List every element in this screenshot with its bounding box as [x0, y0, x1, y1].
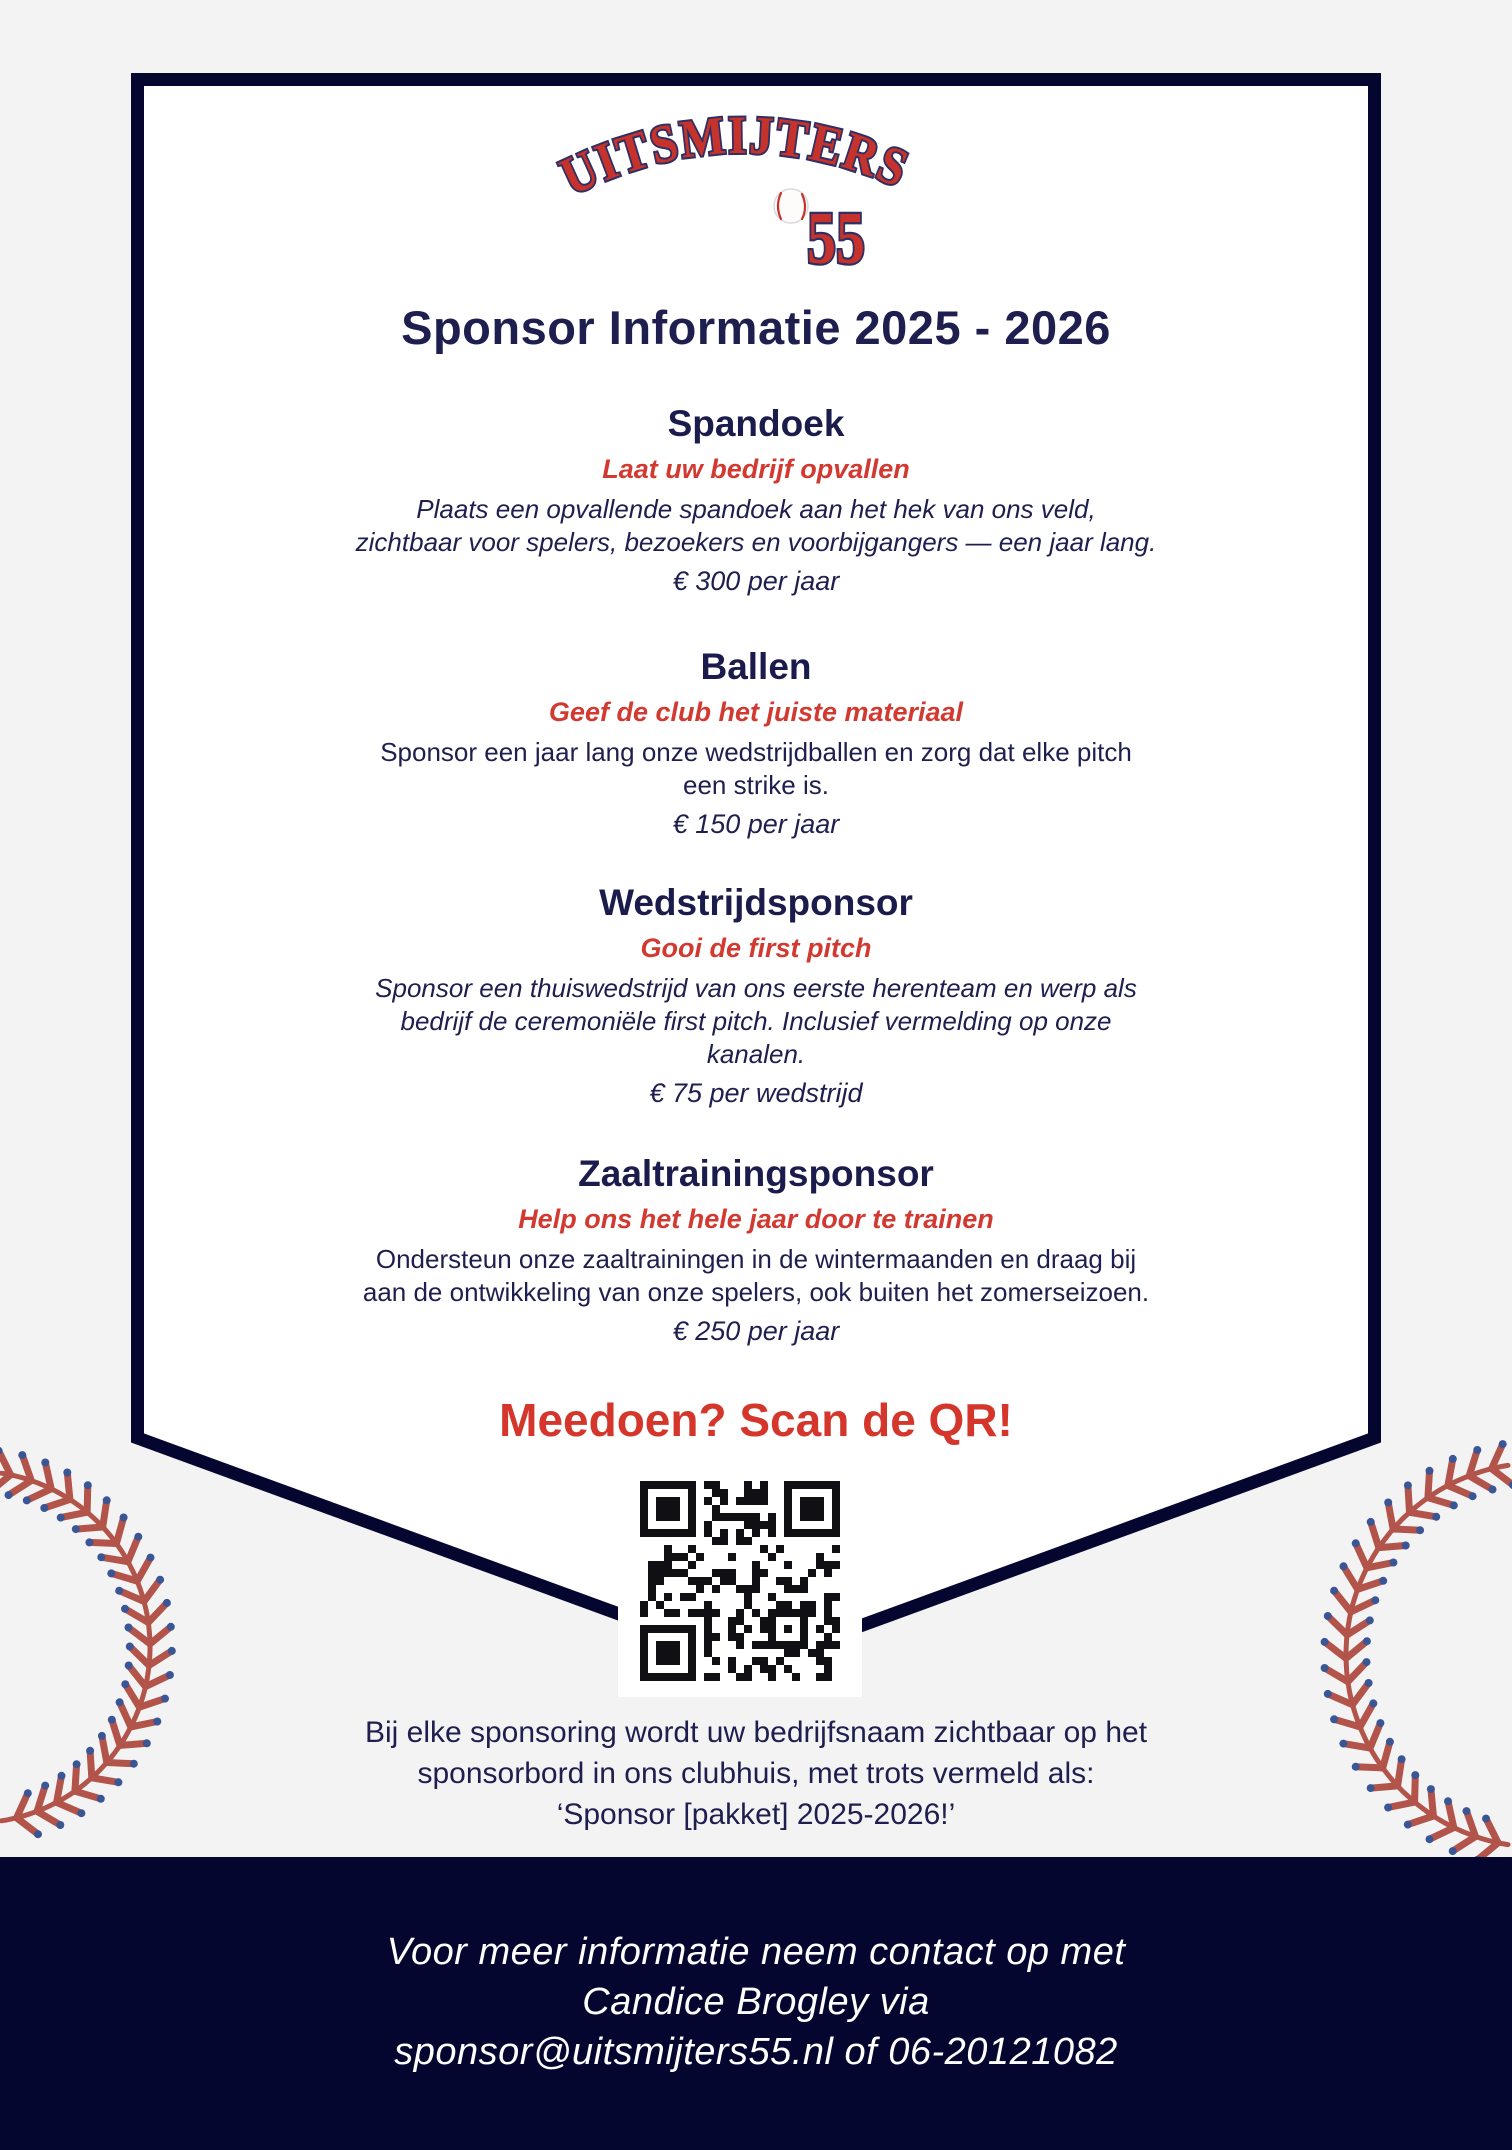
section-tagline: Gooi de first pitch — [640, 933, 872, 963]
section-price: € 300 per jaar — [672, 566, 840, 596]
section-price: € 150 per jaar — [672, 809, 840, 839]
section-body — [0, 736, 1512, 802]
section-heading: Spandoek — [667, 403, 845, 444]
section-price: € 250 per jaar — [672, 1316, 840, 1346]
section-tagline: Help ons het hele jaar door te trainen — [518, 1204, 994, 1234]
section-body — [0, 1243, 1512, 1309]
contact-footer — [0, 1857, 1512, 2150]
section-heading: Ballen — [700, 646, 812, 687]
club-logo — [540, 110, 970, 280]
closing-line: Bij elke sponsoring wordt uw bedrijfsnaam zichtbaar op het — [364, 1716, 1148, 1749]
closing-line: sponsorbord in ons clubhuis, met trots vermeld als: — [417, 1757, 1095, 1790]
section-tagline: Laat uw bedrijf opvallen — [602, 454, 910, 484]
body-line: bedrijf de ceremoniële first pitch. Inclusief vermelding op onze — [400, 1006, 1112, 1036]
footer-line: Candice Brogley via — [582, 1981, 930, 2023]
body-line: kanalen. — [706, 1039, 806, 1069]
footer-line: Voor meer informatie neem contact op met — [386, 1931, 1126, 1973]
section-tagline: Geef de club het juiste materiaal — [548, 697, 964, 727]
qr-code[interactable] — [618, 1465, 862, 1697]
logo-wordmark-text: UITSMIJTERS — [551, 110, 922, 207]
footer-line: sponsor@uitsmijters55.nl of 06-20121082 — [394, 2031, 1118, 2073]
closing-note — [0, 1712, 1512, 1835]
page-title: Sponsor Informatie 2025 - 2026 — [401, 301, 1111, 354]
body-line: Sponsor een thuiswedstrijd van ons eerste herenteam en werp als — [375, 973, 1137, 1003]
closing-line: ‘Sponsor [pakket] 2025-2026!’ — [556, 1798, 956, 1831]
baseball-icon — [774, 189, 808, 223]
body-line: zichtbaar voor spelers, bezoekers en voorbijgangers — een jaar lang. — [355, 527, 1157, 557]
body-line: een strike is. — [683, 770, 829, 800]
body-line: Sponsor een jaar lang onze wedstrijdballen en zorg dat elke pitch — [380, 737, 1132, 767]
section-heading: Zaaltrainingsponsor — [578, 1153, 934, 1194]
section-wedstrijdsponsor — [0, 881, 1512, 1110]
section-ballen — [0, 645, 1512, 841]
cta-heading: Meedoen? Scan de QR! — [499, 1394, 1013, 1446]
section-heading: Wedstrijdsponsor — [599, 882, 913, 923]
section-spandoek — [0, 402, 1512, 598]
body-line: aan de ontwikkeling van onze spelers, ook buiten het zomerseizoen. — [362, 1277, 1150, 1307]
section-body — [0, 493, 1512, 559]
section-body — [0, 972, 1512, 1071]
body-line: Ondersteun onze zaaltrainingen in de wintermaanden en draag bij — [375, 1244, 1137, 1274]
section-zaaltrainingsponsor — [0, 1152, 1512, 1348]
logo-number-text: 55 — [807, 198, 865, 280]
body-line: Plaats een opvallende spandoek aan het hek van ons veld, — [416, 494, 1096, 524]
section-price: € 75 per wedstrijd — [649, 1078, 863, 1108]
